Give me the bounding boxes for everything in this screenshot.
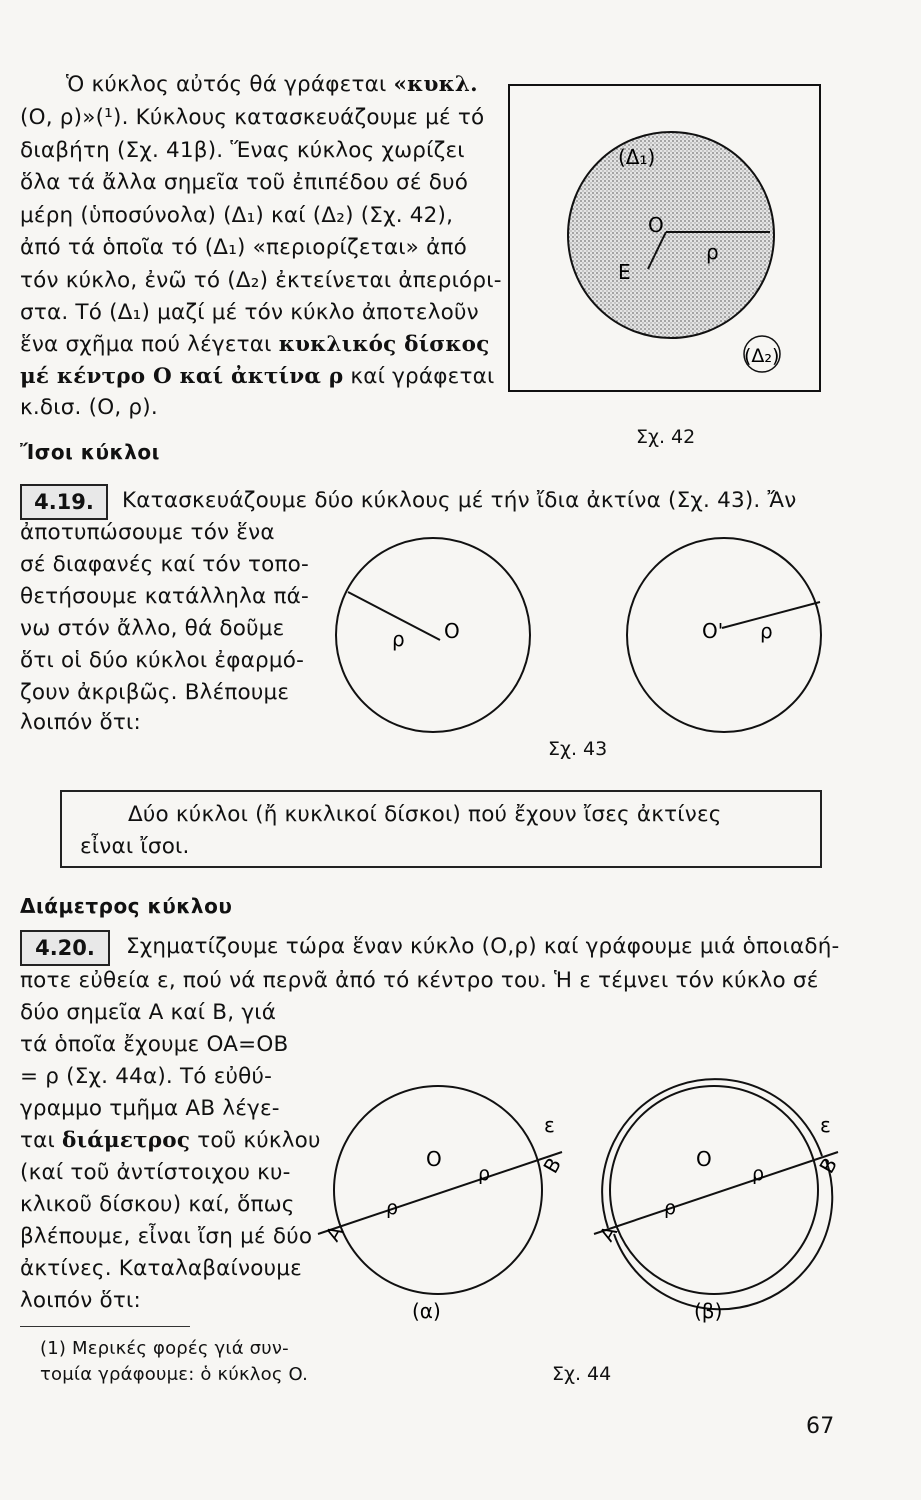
fig44b-circle-outer (610, 1086, 818, 1294)
intro-text-9: ἕνα σχῆμα πού λέγεται (20, 332, 272, 357)
heading-diameter: Διάμετρος κύκλου (20, 894, 233, 918)
fig44b-b: B (814, 1153, 843, 1178)
sec420-line-1: Σχηματίζουμε τώρα ἕναν κύκλο (O,ρ) καί γράφουμε μιά ὁποιαδή- (126, 934, 840, 959)
intro-line-1 (66, 70, 478, 100)
sec420-line-7 (20, 1126, 321, 1156)
sec419-line-6: ὅτι οἱ δύο κύκλοι ἐφαρμό- (20, 648, 305, 673)
fig43-right-circle (627, 538, 821, 732)
sec419-line-5: νω στόν ἄλλο, θά δοῦμε (20, 616, 285, 641)
section-number-4-19: 4.19. (20, 484, 108, 520)
sec420-line-5: = ρ (Σχ. 44α). Τό εὐθύ- (20, 1064, 273, 1089)
sec419-line-2: ἀποτυπώσουμε τόν ἕνα (20, 520, 275, 545)
sec419-line-1: Κατασκευάζουμε δύο κύκλους μέ τήν ἴδια ἀκτίνα (Σχ. 43). Ἄν (122, 488, 797, 513)
fig44b-rho2: ρ (664, 1197, 677, 1219)
fig44a-rho2: ρ (386, 1197, 399, 1219)
sec420-bold-diameter: διάμετρος (62, 1128, 191, 1153)
sec420-line-3: δύο σημεῖα A καί B, γιά (20, 1000, 277, 1025)
intro-text-1: Ὁ κύκλος αὐτός θά γράφεται (66, 72, 387, 97)
sec419-line-4: θετήσουμε κατάλληλα πά- (20, 584, 309, 609)
fig44a-o: O (426, 1147, 442, 1171)
fig43-left-rho: ρ (392, 627, 405, 651)
fig43-left-o: O (444, 619, 460, 643)
footnote-rule (20, 1326, 190, 1327)
intro-line-4: ὅλα τά ἄλλα σημεῖα τοῦ ἐπιπέδου σέ δυό (20, 170, 469, 195)
fig44a-sub: (α) (412, 1299, 441, 1323)
fig44b-arc-upper (602, 1079, 822, 1228)
intro-bold-center: μέ κέντρο O καί ἀκτίνα ρ (20, 364, 344, 389)
fig44b-o: O (696, 1147, 712, 1171)
sec420-text-tai: ται (20, 1128, 55, 1153)
fig44b-a: A (594, 1221, 623, 1246)
fig43-right-o: O' (702, 619, 724, 643)
intro-line-5: μέρη (ὑποσύνολα) (Δ₁) καί (Δ₂) (Σχ. 42), (20, 203, 454, 228)
fig42-disk (568, 132, 774, 338)
figure-44 (300, 1072, 860, 1332)
fig43-left-circle (336, 538, 530, 732)
fig42-label-d2: (Δ₂) (744, 345, 780, 367)
sec420-line-11: ἀκτίνες. Καταλαβαίνουμε (20, 1256, 302, 1281)
sec419-line-7: ζουν ἀκριβῶς. Βλέπουμε (20, 680, 290, 705)
intro-text-written: καί γράφεται (350, 364, 495, 389)
fig42-label-e: E (618, 260, 631, 284)
intro-line-10 (20, 362, 494, 392)
fig44a-rho1: ρ (478, 1163, 491, 1185)
intro-bold-disk: κυκλικός δίσκος (278, 332, 490, 357)
fig44a-eps: ε (544, 1113, 555, 1137)
fig42-label-o: O (648, 213, 664, 237)
heading-equal-circles: Ἴσοι κύκλοι (20, 440, 160, 464)
fig44b-sub: (β) (694, 1299, 723, 1323)
sec420-line-9: κλικοῦ δίσκου) καί, ὅπως (20, 1192, 295, 1217)
figure-43 (330, 520, 840, 750)
fig44-caption: Σχ. 44 (552, 1363, 612, 1385)
sec420-line-8: (καί τοῦ ἀντίστοιχου κυ- (20, 1160, 291, 1185)
sec419-line-8: λοιπόν ὅτι: (20, 710, 141, 735)
sec420-line-10: βλέπουμε, εἶναι ἴση μέ δύο (20, 1224, 313, 1249)
sec420-line-4: τά ὁποῖα ἔχουμε OA=OB (20, 1032, 289, 1057)
intro-line-6: ἀπό τά ὁποῖα τό (Δ₁) «περιορίζεται» ἀπό (20, 235, 467, 260)
intro-line-8: στα. Τό (Δ₁) μαζί μέ τόν κύκλο ἀποτελοῦν (20, 300, 479, 325)
footnote-line-2: τομία γράφουμε: ὁ κύκλος O. (40, 1364, 309, 1385)
fig43-caption: Σχ. 43 (548, 738, 608, 760)
intro-line-2: (O, ρ)»(¹). Κύκλους κατασκευάζουμε μέ τό (20, 105, 485, 130)
page-number: 67 (806, 1414, 835, 1439)
figure-42 (508, 84, 822, 394)
sec420-line-12: λοιπόν ὅτι: (20, 1288, 141, 1313)
sec420-line-6: γραμμο τμῆμα AB λέγε- (20, 1096, 280, 1121)
fig44b-arc-lower (614, 1160, 832, 1309)
fig44a-circle (334, 1086, 542, 1294)
theorem-line-2: εἶναι ἴσοι. (80, 834, 190, 859)
fig42-label-rho: ρ (706, 240, 719, 264)
fig44a-b: B (538, 1153, 567, 1178)
sec420-line-2: ποτε εὐθεία ε, πού νά περνᾶ ἀπό τό κέντρο του. Ἡ ε τέμνει τόν κύκλο σέ (20, 968, 819, 993)
intro-line-7: τόν κύκλο, ἐνῶ τό (Δ₂) ἐκτείνεται ἀπεριόρι- (20, 268, 502, 293)
fig44b-eps: ε (820, 1113, 831, 1137)
sec419-line-3: σέ διαφανές καί τόν τοπο- (20, 552, 309, 577)
footnote-line-1: (1) Μερικές φορές γιά συν- (40, 1338, 289, 1359)
fig44a-a: A (320, 1221, 349, 1246)
intro-line-11: κ.δισ. (O, ρ). (20, 395, 158, 420)
section-number-4-20: 4.20. (20, 930, 110, 966)
theorem-line-1: Δύο κύκλοι (ἤ κυκλικοί δίσκοι) πού ἔχουν ἴσες ἀκτίνες (128, 802, 722, 827)
intro-bold-kykl: «κυκλ. (393, 72, 478, 97)
sec420-text-tou-kyklou: τοῦ κύκλου (197, 1128, 321, 1153)
intro-line-3: διαβήτη (Σχ. 41β). Ἕνας κύκλος χωρίζει (20, 138, 465, 163)
fig44b-rho1: ρ (752, 1163, 765, 1185)
fig43-right-rho: ρ (760, 619, 773, 643)
fig42-label-d1: (Δ₁) (618, 145, 656, 169)
intro-line-9 (20, 330, 490, 360)
fig42-caption: Σχ. 42 (636, 426, 696, 448)
fig44b-line-eps (594, 1152, 838, 1234)
